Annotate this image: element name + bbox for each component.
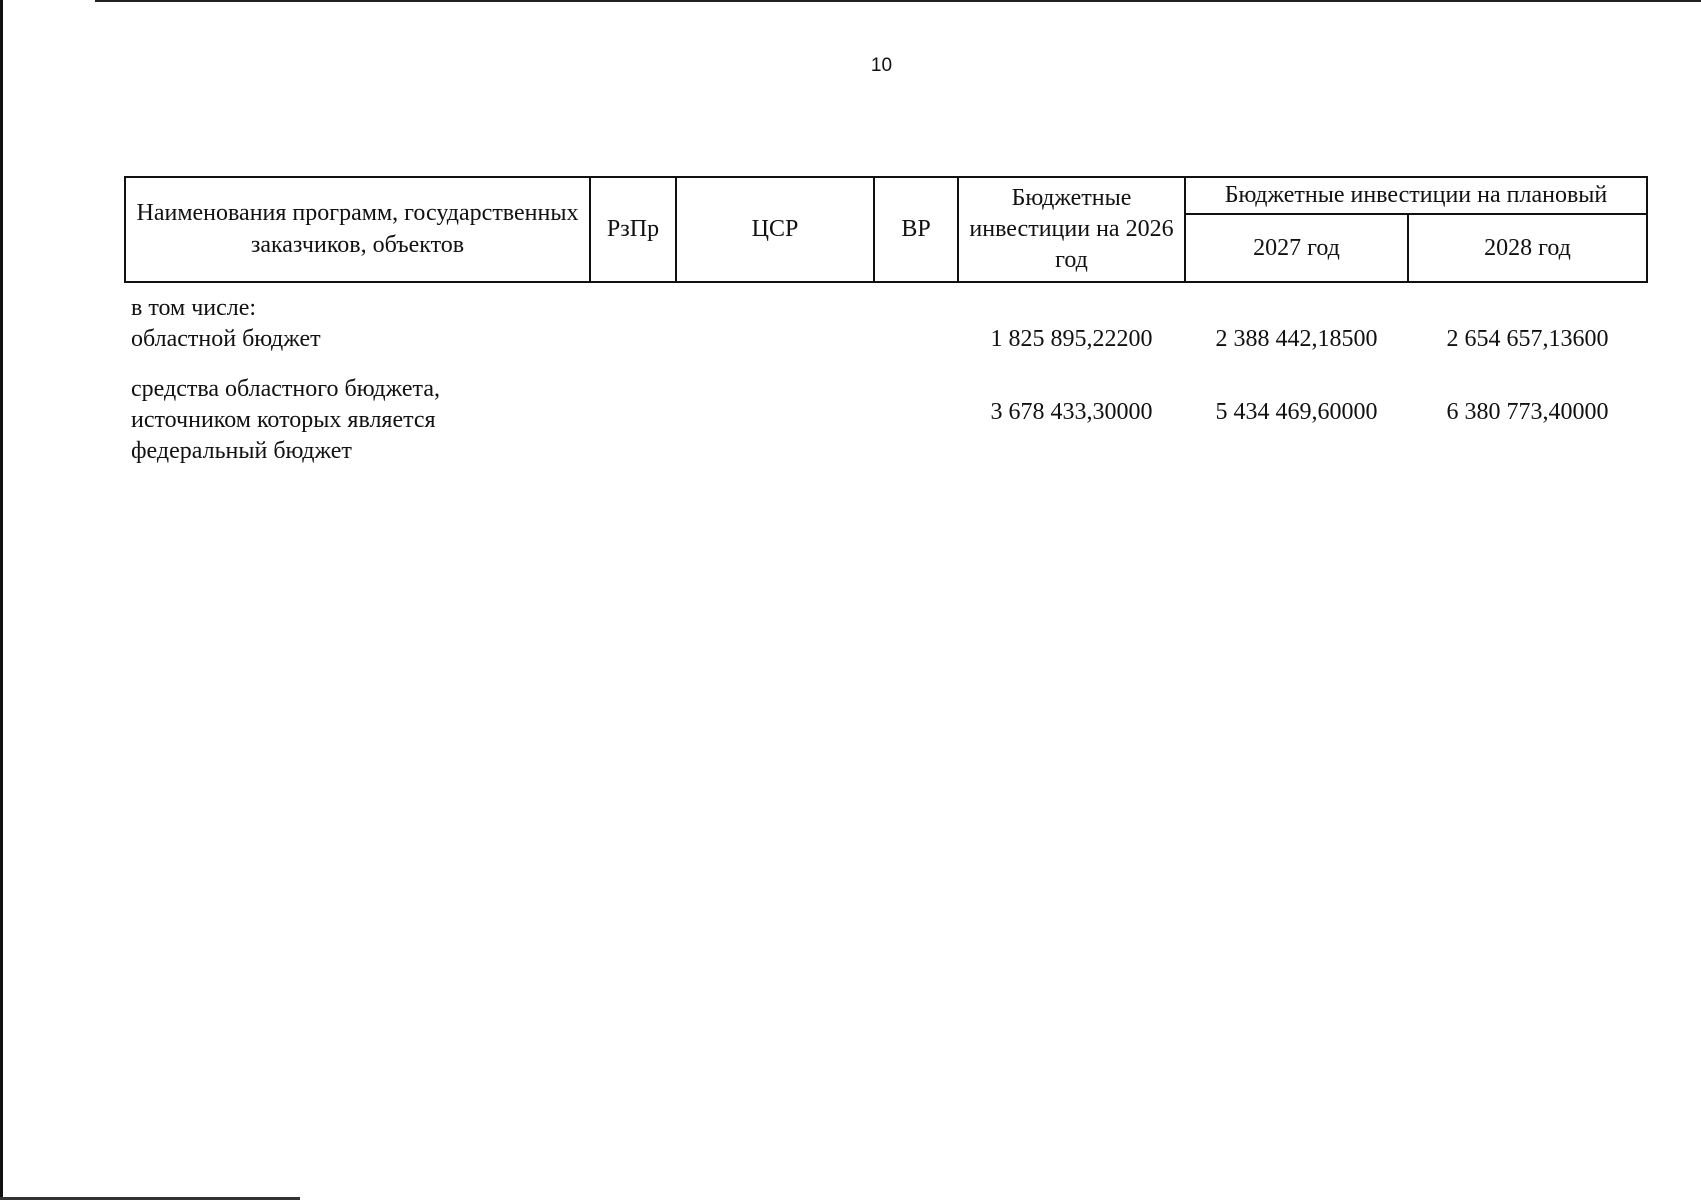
row-vr: [874, 357, 958, 467]
budget-investment-table: [124, 176, 1648, 467]
header-name: Наименования программ, государственных заказчиков, объектов: [125, 177, 590, 282]
row-value-2026: 3 678 433,30000: [990, 398, 1153, 425]
row-rzpr: [590, 282, 676, 357]
row-name-line: федеральный бюджет: [131, 438, 352, 464]
header-csr: ЦСР: [676, 177, 874, 282]
row-csr: [676, 282, 874, 357]
row-vr: [874, 282, 958, 357]
row-name-cell: [125, 282, 590, 357]
scan-left-edge: [0, 0, 3, 1200]
row-name: областной бюджет: [131, 326, 321, 352]
row-name-line: средства областного бюджета,: [131, 375, 440, 402]
row-name-line: источником которых является: [131, 406, 436, 433]
header-planned-period: Бюджетные инвестиции на плановый: [1185, 177, 1647, 214]
page-number: 10: [870, 55, 893, 76]
header-year-2027: 2027 год: [1185, 214, 1408, 282]
row-value-2027: 2 388 442,18500: [1215, 326, 1378, 352]
row-value-2028: 6 380 773,40000: [1446, 398, 1609, 425]
row-csr: [676, 357, 874, 467]
row-name-cell: [125, 357, 590, 467]
row-value-2026: 1 825 895,22200: [990, 326, 1153, 352]
row-rzpr: [590, 357, 676, 467]
header-vr: ВР: [874, 177, 958, 282]
row-value-2028: 2 654 657,13600: [1446, 326, 1609, 352]
table-row: [125, 357, 1647, 467]
row-prefix: в том числе:: [131, 294, 257, 321]
header-rzpr: РзПр: [590, 177, 676, 282]
row-value-2027: 5 434 469,60000: [1215, 398, 1378, 425]
table-row: [125, 282, 1647, 357]
header-year-2028: 2028 год: [1408, 214, 1647, 282]
table-header: [125, 177, 1647, 282]
header-investment-2026: Бюджетные инвестиции на 2026 год: [958, 177, 1185, 282]
scan-top-edge: [95, 0, 1701, 2]
